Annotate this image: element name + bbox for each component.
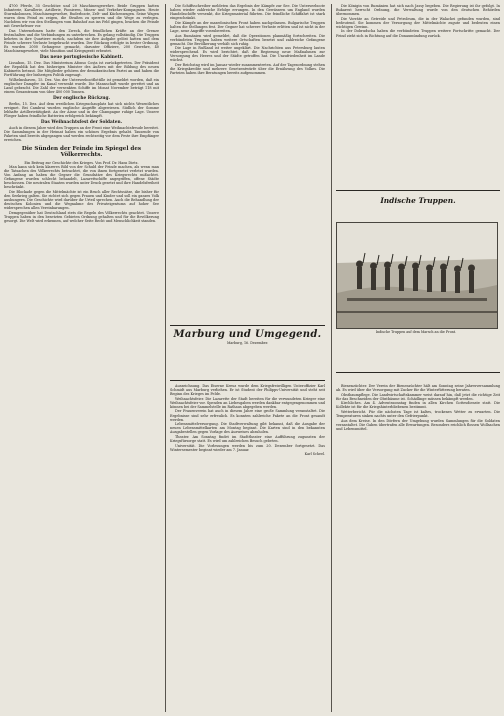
paragraph: Die Schiffsschreiber meldeten das Ergebnis der Kämpfe zur See. Die Unterseeboote haben wieder zahlreiche Erfolge errungen. In den Gewässern um England wurden Handelsschiffe versenkt, die Kriegsmaterial führten. Die feindliche Schiffahrt ist stark eingeschränkt. <box>170 4 325 21</box>
paragraph: Weihnachtsfeier. Die Lazarette der Stadt bereiten für die verwundeten Krieger eine Weihnachtsfeier vor. Spenden an Liebesgaben werden dankbar entgegengenommen und können bei der Sammelstelle im Rathaus abgegeben werden. <box>170 396 325 409</box>
column-2 <box>170 4 325 322</box>
headline: Die Sünden der Feinde im Spiegel des Völkerrechts. <box>21 145 142 158</box>
paragraph: Aus dem Kreise. In den Dörfern der Umgebung wurden Sammlungen für die Soldaten veranstaltet. Die Gaben übertrafen alle Erwartungen. Besonders reichlich flossen Wollsachen und Lebensmittel. <box>336 418 500 431</box>
paragraph: Universität. Die Vorlesungen werden bis zum 20. Dezember fortgesetzt. Das Wintersemester beginnt wieder am 7. Januar. <box>170 443 325 452</box>
paragraph: Ein Beitrag zur Geschichte des Krieges. Von Prof. Dr. Hans Dietz. <box>24 160 139 165</box>
paragraph: Aus Rumänien wird gemeldet, daß die Operationen planmäßig fortschreiten. Die verbündeten Truppen haben weitere Ortschaften besetzt und zahlreiche Gefangene gemacht. Die Bevölkerung verhält sich ruhig. <box>170 33 325 46</box>
headline: Das neue portugiesische Kabinett. <box>39 55 124 61</box>
paragraph: Die Kämpfe an der mazedonischen Front haben nachgelassen. Bulgarische Truppen halten die Stellungen fest. Der Gegner hat schwere Verluste erlitten und ist nicht in der Lage, neue Angriffe vorzubereiten. <box>170 20 325 33</box>
photo-graphic <box>337 223 497 328</box>
paragraph: Das Unternehmen hatte den Zweck, die feindlichen Kräfte an der Grenze festzuhalten und die Verbindungen zu unterbrechen. Es gelang vollständig. Die Truppen kehrten in ihre Quartiere zurück, nachdem sie ihre Aufgabe gelöst hatten und dem Feinde schwere Verluste beigebracht wurden. Der Rückzug erfolgte in bester Ordnung. Es wurden 2000 Gefangene gemacht, darunter Offiziere, 200 Gewehre, 40 Maschinengewehre, viele Munition und Kriegsgerät erbeutet. <box>4 28 159 54</box>
paragraph: Obstbaumpflege. Die Landwirtschaftskammer weist darauf hin, daß jetzt die richtige Zeit für das Beschneiden der Obstbäume ist. Schädlinge müssen bekämpft werden. <box>336 392 500 401</box>
paragraph: Bienenzüchter. Der Verein der Bienenzüchter hält am Sonntag seine Jahresversammlung ab. Es wird über die Versorgung mit Zucker für die Winterfütterung beraten. <box>336 384 500 393</box>
paragraph: Auch in diesem Jahre wird den Truppen an der Front eine Weihnachtsfreude bereitet. Die Sammlungen in der Heimat haben ein schönes Ergebnis gehabt. Tausende von Paketen sind bereits abgegangen und werden rechtzeitig vor dem Feste ihre Empfänger erreichen. <box>4 126 159 143</box>
paragraph: Auszeichnung. Das Eiserne Kreuz wurde dem Kriegsfreiwilligen Unteroffizier Karl Schmidt aus Marburg verliehen. Er ist Student der Philipps-Universität und steht seit Beginn des Krieges im Felde. <box>170 384 325 397</box>
paragraph: Lissabon, 15. Dez. Das Ministerium Afonso Costa ist zurückgetreten. Der Präsident der Republik hat den bisherigen Minister des Äußern mit der Bildung des neuen Kabinetts betraut. Die Mitglieder gehören der demokratischen Partei an und haben die Fortführung der bisherigen Politik zugesagt. <box>4 61 159 78</box>
local-section-title: Marburg und Umgegend. <box>173 329 322 340</box>
section-rule <box>170 380 325 381</box>
column-1 <box>4 4 159 712</box>
paragraph: Lebensmittelversorgung. Die Stadtverwaltung gibt bekannt, daß die Ausgabe der neuen Lebensmittelkarten am Montag beginnt. Die Karten sind in den bekannten Ausgabestellen gegen Vorlage des Ausweises abzuholen. <box>170 422 325 435</box>
headline: Das Weihnachtsfest der Soldaten. <box>40 120 123 126</box>
local-section-dateline: Marburg, 16. Dezember. <box>227 341 268 345</box>
column-3 <box>336 4 500 167</box>
column-3-lower <box>336 384 500 712</box>
paragraph: Demgegenüber hat Deutschland stets die Regeln des Völkerrechts geachtet. Unsere Truppen haben in den besetzten Gebieten Ordnung gehalten und für die Bevölkerung gesorgt. Die Welt wird erkennen, auf welcher Seite Recht und Menschlichkeit standen. <box>4 210 159 223</box>
photo-caption: Indische Truppen auf dem Marsch an die Front. <box>375 330 457 334</box>
local-section-header <box>170 329 325 345</box>
column-rule <box>165 4 166 712</box>
paragraph: Die Vorräte an Getreide und Petroleum, die in der Walachei gefunden wurden, sind bedeutend. Sie kommen der Versorgung der Mittelmächte zugute und bedeuten einen wichtigen Gewinn. <box>336 16 500 29</box>
paragraph: Man kann sich kein klareres Bild von der Schuld der Feinde machen, als wenn man die Tatsachen des Völkerrechts betrachtet, die von ihnen fortgesetzt verletzt wurden. Von Anfang an haben die Gegner die Grundsätze des Kriegsrechts mißachtet. Gefangene wurden schlecht behandelt, Lazarettschiffe angegriffen, offene Städte beschossen. Die neutralen Staaten wurden unter Druck gesetzt und ihre Handelsfreiheit beschränkt. <box>4 165 159 190</box>
paragraph: Die Lage in Rußland ist weiter ungeklärt. Die Nachrichten aus Petersburg lauten widersprechend. Es wird berichtet, daß die Regierung neue Maßnahmen zur Versorgung des Heeres und der Städte getroffen hat. Die Unzufriedenheit im Lande wächst. <box>170 46 325 63</box>
section-rule <box>336 372 500 373</box>
column-rule <box>331 4 332 712</box>
paragraph: Wetterbericht. Für die nächsten Tage ist kaltes, trockenes Wetter zu erwarten. Die Temperaturen sinken nachts unter den Gefrierpunkt. <box>336 410 500 419</box>
paragraph: Die Königin von Rumänien hat sich nach Jassy begeben. Die Regierung ist ihr gefolgt. In Bukarest herrscht Ordnung, die Verwaltung wurde von den deutschen Behörden übernommen. <box>336 4 500 17</box>
paragraph: Wilhelmshaven, 15. Dez. Von der Unterseebootflottille ist gemeldet worden, daß ein englischer Dampfer im Kanal versenkt wurde. Die Mannschaft wurde gerettet und an Land gebracht. Die Zahl der versenkten Schiffe im Monat November beträgt 118 mit einem Gesamtraum von über 400 000 Tonnen. <box>4 77 159 95</box>
paragraph: Die Blockade gegen die Mittelmächte ist ein Bruch aller Rechtssätze, die bisher für den Seekrieg galten. Sie richtet sich gegen Frauen und Kinder und soll ein ganzes Volk aushungern. Die Geschichte wird darüber ihr Urteil sprechen. Auch die Behandlung der deutschen Kolonien und die Wegnahme des Privateigentums auf hoher See widersprechen allen Vereinbarungen. <box>4 190 159 211</box>
paragraph: In der Dobrudscha haben die verbündeten Truppen weitere Fortschritte gemacht. Der Feind zieht sich in Richtung auf die Donaumündung zurück. <box>336 29 500 38</box>
paragraph: Berlin, 15. Dez. Auf dem westlichen Kriegsschauplatz hat sich nichts Wesentliches ereignet. Bei Cambrai wurden englische Angriffe abgewiesen. Südlich der Somme lebhafte Artillerietätigkeit. An der Aisne und in der Champagne ruhige Lage. Unsere Flieger haben feindliche Batterien erfolgreich bekämpft. <box>4 102 159 119</box>
section-rule <box>336 190 500 191</box>
section-title: Indische Truppen. <box>380 196 456 205</box>
paragraph: Der Reichstag wird im Januar wieder zusammentreten. Auf der Tagesordnung stehen die Kriegskredite und mehrere Gesetzentwürfe über die Ernährung des Volkes. Die Parteien haben ihre Beratungen bereits aufgenommen. <box>170 63 325 76</box>
paragraph: 4700 Pferde, 35 Geschütze und 20 Maschinengewehre. Beide Gruppen hatten Infanterie, Kavallerie, Artillerie, Pionieren, Minen- und Verkehrs-Kompagnien. Heute Sturmkolonnen, Maschinengewehre, Ruderboote, Zelt- und Küchenwagen. Seine Wagen waren dem Feind zu zeigen, die Straßen zu sperren und die Wege zu verlegen. Nachdem wir von den Stellungen vom Bahnhof aus ins Feld gingen, brachen die Feinde mit Gewehrfeuer vor. <box>4 4 159 29</box>
paragraph: Theater. Am Sonntag findet im Stadttheater eine Aufführung zugunsten der Kriegsfürsorge statt. Es wird um zahlreichen Besuch gebeten. <box>170 434 325 443</box>
section-rule <box>170 325 325 326</box>
photo-indian-troops <box>336 222 498 329</box>
paragraph: Kirchliches. Am 4. Adventssonntag finden in allen Kirchen Gottesdienste statt. Die Kollekte ist für die Kriegshinterbliebenen bestimmt. <box>336 401 500 410</box>
signature: Karl Scheel. <box>304 452 325 457</box>
headline: Der englische Rückzug. <box>52 96 111 102</box>
column-2-local-news <box>170 384 325 712</box>
paragraph: Der Frauenverein hat auch in diesem Jahre eine große Sammlung veranstaltet. Die Ergebnisse sind sehr erfreulich. Es konnten zahlreiche Pakete an die Front gesandt werden. <box>170 409 325 422</box>
